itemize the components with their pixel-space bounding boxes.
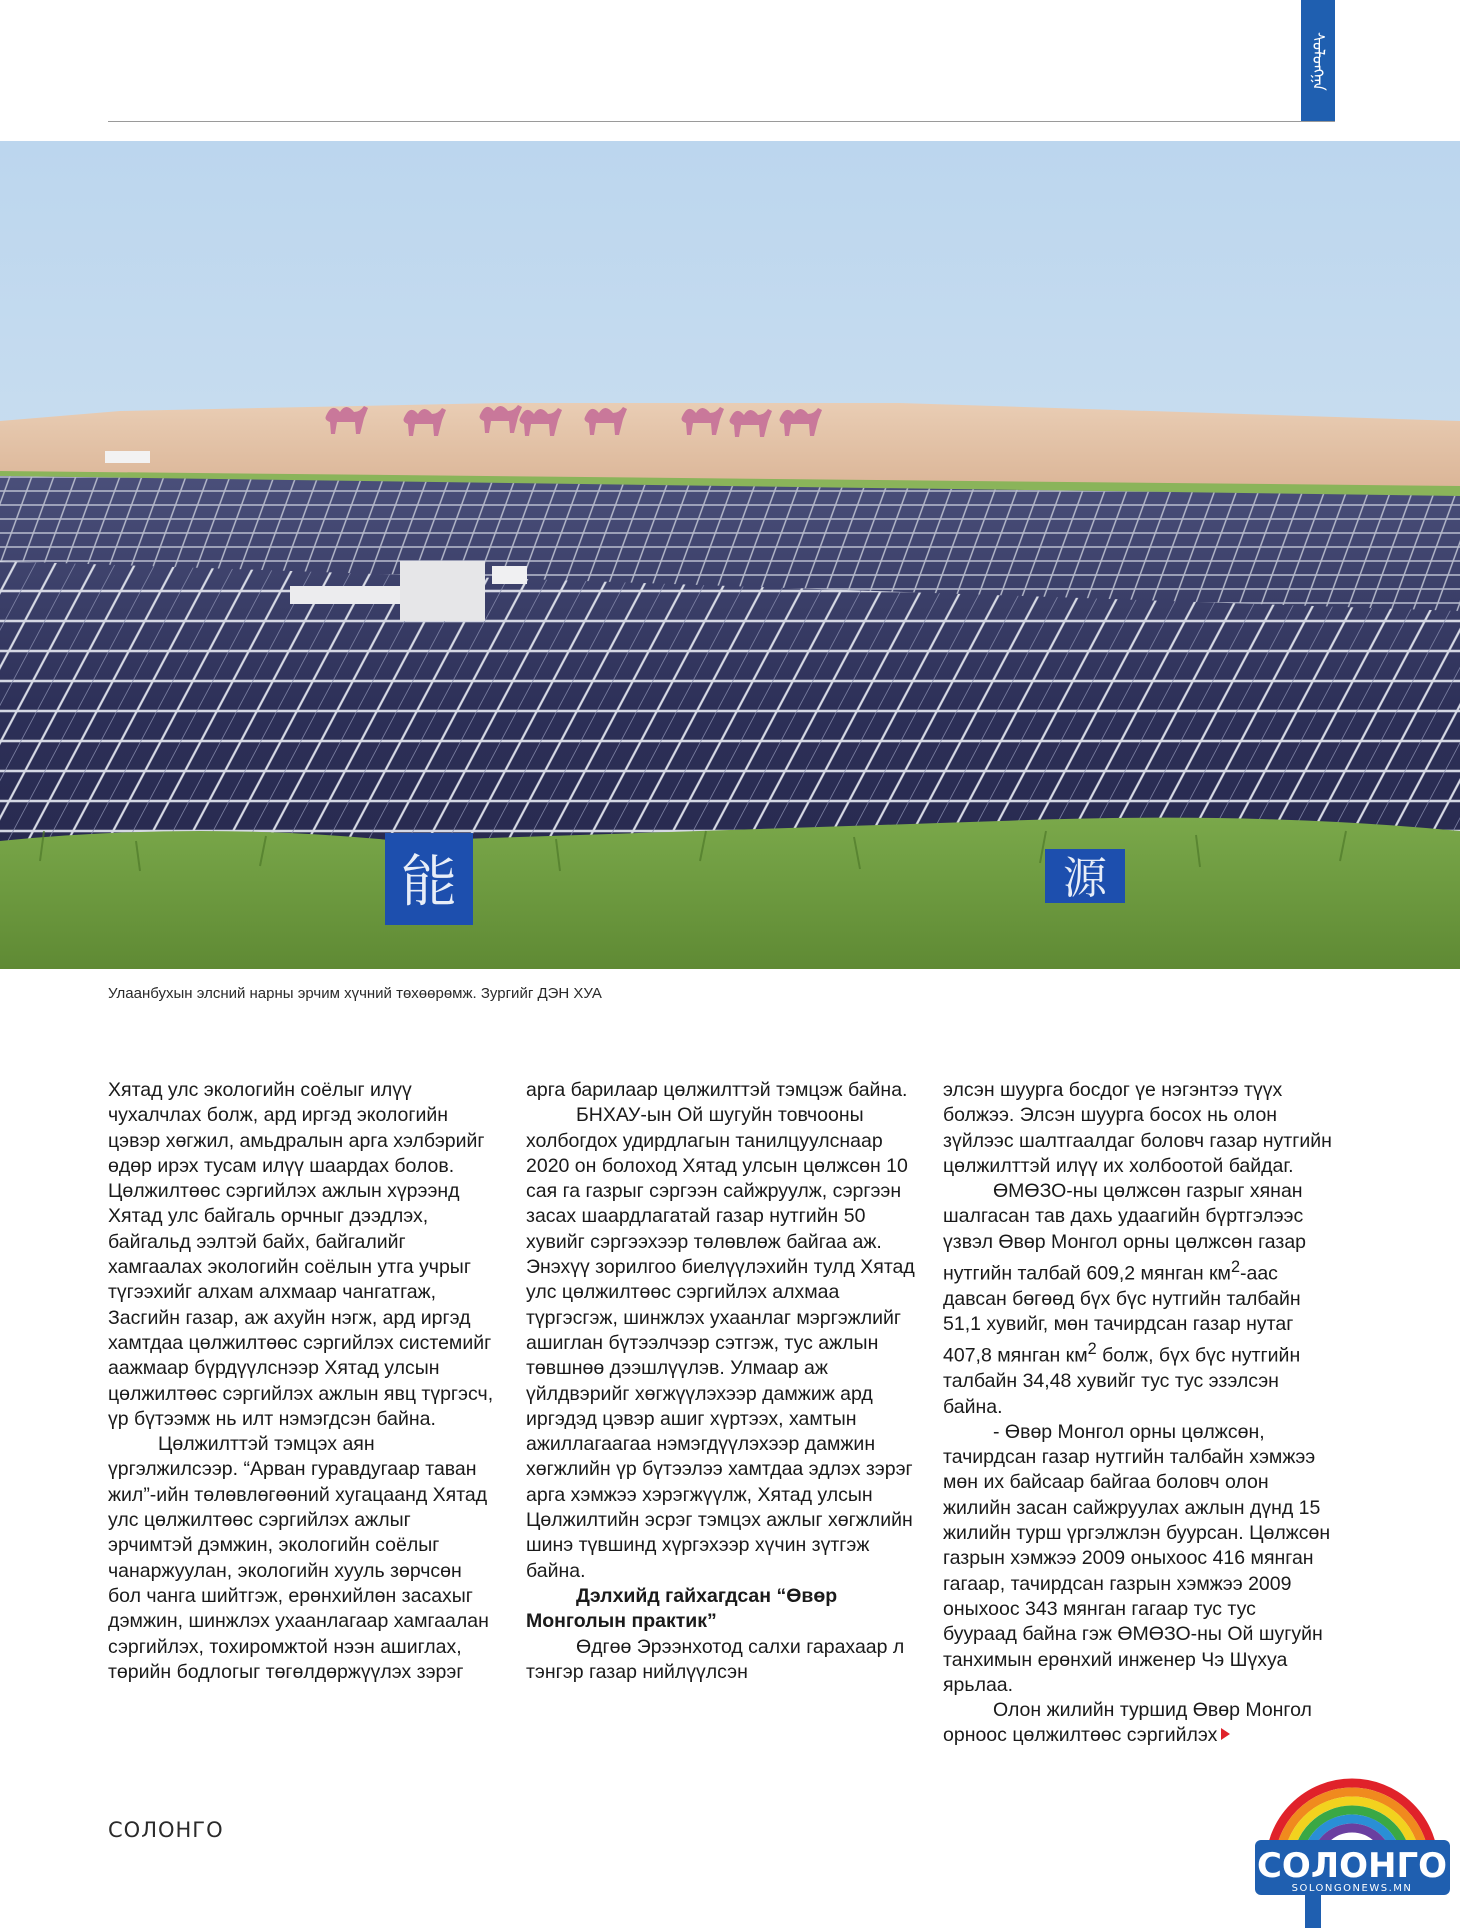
solar-farm-photo [0, 141, 1460, 969]
article-column-2 [526, 1078, 918, 1685]
section-tab-text: ᠰᠣᠯᠣᠩᠭᠠ [1309, 31, 1328, 91]
paragraph: Цөлжилттэй тэмцэх аян үргэлжилсээр. “Арван гуравдугаар таван жил”-ийн төлөвлөгөөний хугацаанд Хятад улс цөлжилтөөс сэргийлэх ажлыг эрчимтэй дэмжин, экологийн соёлыг чанаржуулан, экологийн хууль зөрчсөн бол чанга шийтгэж, ерөнхийлөн засахыг дэмжин, шинжлэх ухаанлагаар хамгаалан сэргийлэх, тохиромжтой нээн ашиглах, төрийн бодлогыг төгөлдөржүүлэх зэрэг [108, 1433, 489, 1683]
section-tab [1301, 0, 1335, 122]
header-rule [108, 121, 1335, 122]
magazine-name: СОЛОНГО [108, 1818, 224, 1842]
section-heading: Дэлхийд гайхагдсан “Өвөр Монголын практик” [526, 1584, 838, 1633]
article-column-1 [108, 1078, 500, 1685]
paragraph: Өдгөө Эрээнхотод салхи гарахаар л тэнгэр газар нийлүүлсэн [526, 1635, 905, 1683]
solongo-logo [1245, 1745, 1460, 1928]
logo-site: SOLONGONEWS.MN [1291, 1883, 1413, 1894]
paragraph: ӨМӨЗО-ны цөлжсөн газрыг хянан шалгасан тав дахь удаагийн бүртгэлээс үзвэл Өвөр Монгол орны цөлжсөн газар нутгийн талбай 609,2 мянган $км^2$-аас давсан бөгөөд бүх бүс нутгийн талбайн 51,1 хувийг, мөн тачирдсан газар нутаг 407,8 мянган $км^2$ болж, бүх бүс нутгийн талбайн 34,48 хувийг тус тус эзэлсэн байна. [943, 1180, 1307, 1418]
paragraph: Олон жилийн туршид Өвөр Монгол орноос цөлжилтөөс сэргийлэх [943, 1699, 1312, 1747]
paragraph: арга барилаар цөлжилттэй тэмцэж байна. [526, 1079, 908, 1101]
paragraph: Хятад улс экологийн соёлыг илүү чухалчлах болж, ард иргэд экологийн цэвэр хөгжил, амьдралын арга хэлбэрийг өдөр ирэх тусам илүү шаардах болов. Цөлжилтөөс сэргийлэх ажлын хүрээнд Хятад улс байгаль орчныг дээдлэх, байгальд ээлтэй байх, байгалийг хамгаалах экологийн соёлын утга учрыг түгээхийг алхам алхмаар чангатгаж, Засгийн газар, аж ахуйн нэгж, ард иргэд хамтдаа цөлжилтөөс сэргийлэх системийг аажмаар бүрдүүлснээр Хятад улсын цөлжилтөөс сэргийлэх ажлын явц түргэсч, үр бүтээмж нь илт нэмэгдсэн байна. [108, 1079, 494, 1430]
article-column-3 [943, 1078, 1335, 1749]
paragraph: - Өвөр Монгол орны цөлжсөн, тачирдсан газар нутгийн талбайн хэмжээ мөн их байсаар байгаа боловч олон жилийн засан сайжруулах ажлын дүнд 15 жилийн турш үргэлжлэн буурсан. Цөлжсөн газрын хэмжээ 2009 оныхоос 416 мянган гагаар, тачирдсан газрын хэмжээ 2009 оныхоос 343 мянган гагаар тус тус буураад байна гэж ӨМӨЗО-ны Ой шугуйн танхимын ерөнхий инженер Чэ Шүхуа ярьлаа. [943, 1420, 1331, 1696]
logo-name: СОЛОНГО [1256, 1846, 1448, 1886]
sign-right-text: 源 [1063, 853, 1107, 904]
photo-caption: Улаанбухын элсний нарны эрчим хүчний төхөөрөмж. Зургийг ДЭН ХУА [108, 985, 602, 1002]
paragraph: элсэн шуурга босдог үе нэгэнтээ түүх болжээ. Элсэн шуурга босох нь олон зүйлээс шалтгаалдаг боловч газар нутгийн цөлжилттэй илүү их холбоотой байдаг. [943, 1079, 1332, 1177]
sign-left-text: 能 [401, 850, 457, 915]
continue-arrow-icon [1221, 1728, 1230, 1740]
paragraph: БНХАУ-ын Ой шугуйн товчооны холбогдох удирдлагын танилцуулснаар 2020 он болоход Хятад улсын цөлжсөн 10 сая га газрыг сэргээн сайжруулж, сэргээн засах шаардлагатай газар нутгийн 50 хувийг сэргээхээр төлөвлөж байгаа аж. Энэхүү зорилгоо биелүүлэхийн тулд Хятад улс цөлжилтөөс сэргийлэх алхмаа түргэсгэж, шинжлэх ухаанлаг мэргэжлийг ашиглан бүтээлчээр сэтгэж, тус ажлын төвшнөө дээшлүүлэв. Улмаар аж үйлдвэрийг хөгжүүлэхээр дамжиж ард иргэдэд цэвэр ашиг хүртээх, хамтын ажиллагаагаа нэмэгдүүлэхээр дамжин хөгжлийн үр бүтээлээ хамтдаа эдлэх зэрэг арга хэмжээ хэрэгжүүлж, Хятад улсын Цөлжилтийн эсрэг тэмцэх ажлыг хөгжлийн шинэ түвшинд хүргэхээр хүчин зүтгэж байна. [526, 1104, 915, 1582]
